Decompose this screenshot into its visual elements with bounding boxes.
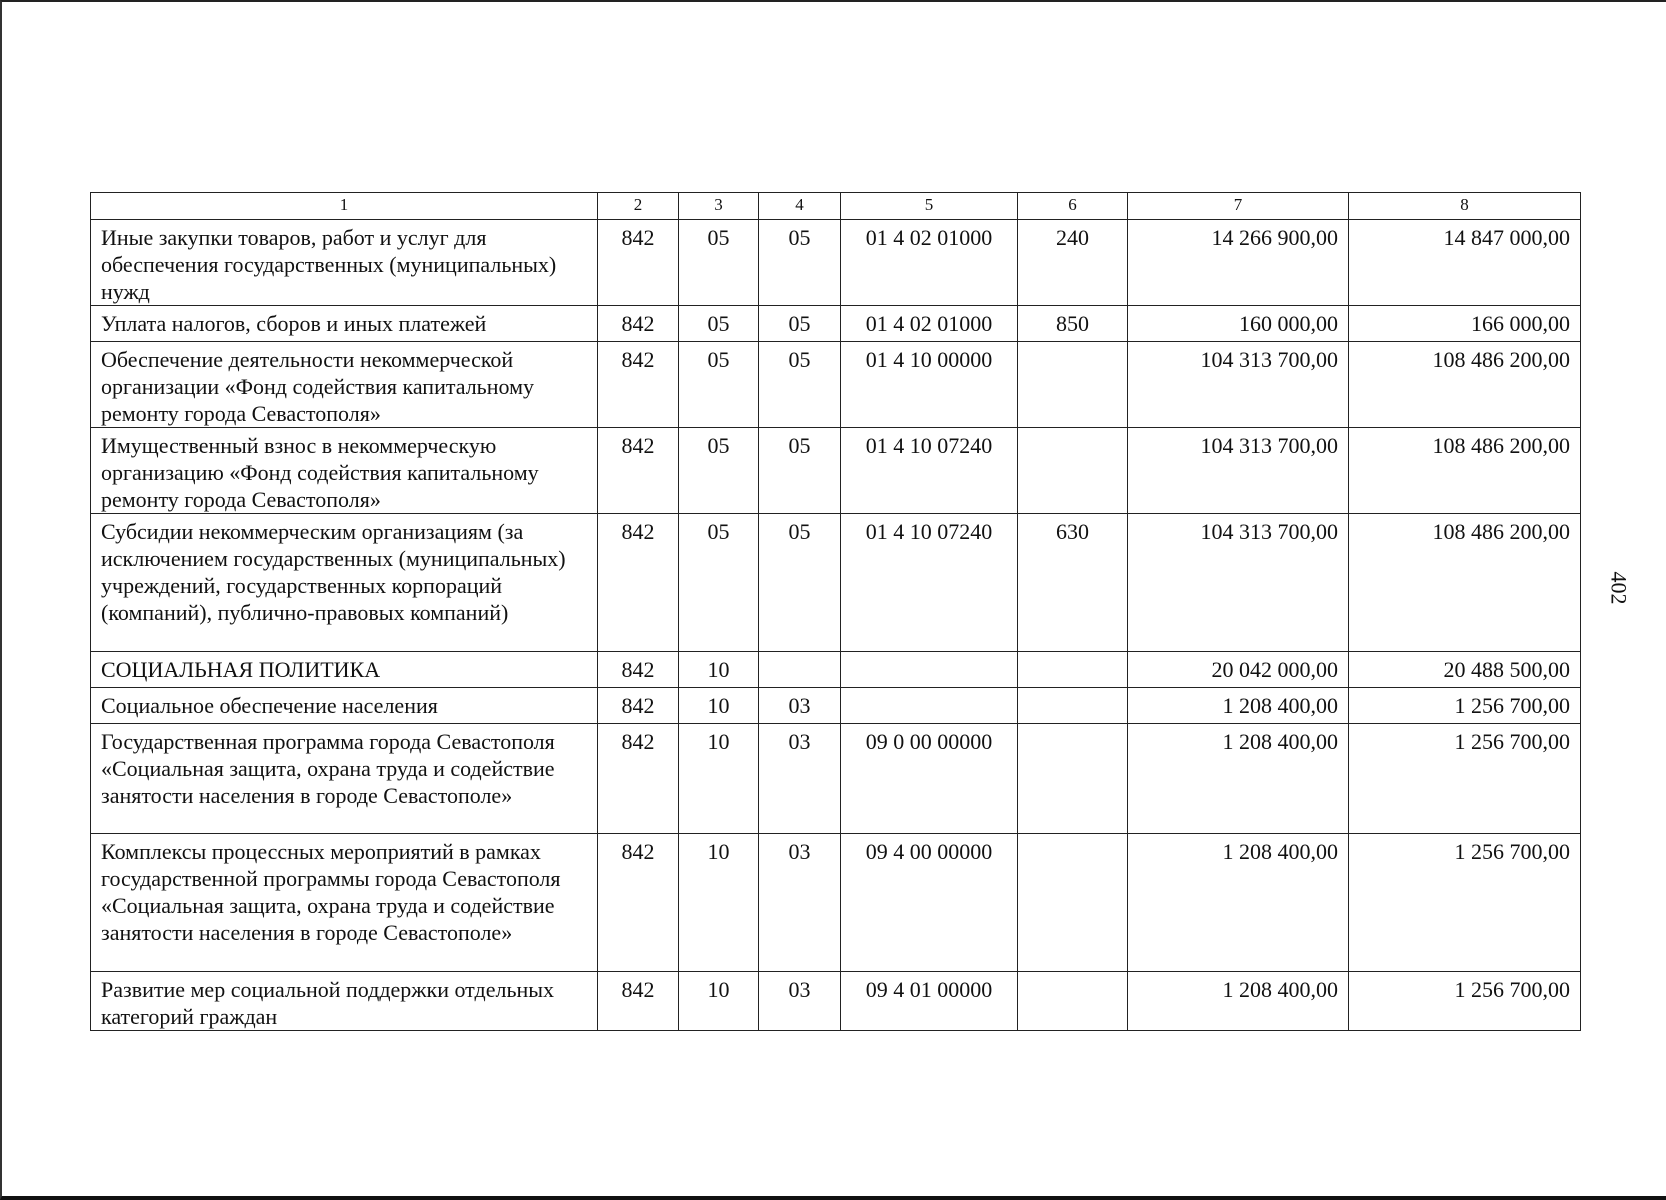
row-code-3: 10 [679, 652, 759, 688]
row-code-6 [1018, 724, 1128, 834]
column-header: 6 [1018, 193, 1128, 220]
row-code-5: 09 4 01 00000 [841, 972, 1018, 1031]
row-code-2: 842 [598, 342, 679, 428]
row-code-4: 05 [759, 306, 841, 342]
row-amount-7: 1 208 400,00 [1128, 834, 1349, 972]
row-code-4: 03 [759, 834, 841, 972]
row-code-6 [1018, 652, 1128, 688]
row-code-2: 842 [598, 220, 679, 306]
row-code-2: 842 [598, 306, 679, 342]
row-amount-8: 1 256 700,00 [1349, 688, 1581, 724]
table-row [91, 428, 1581, 514]
column-header: 3 [679, 193, 759, 220]
row-amount-7: 14 266 900,00 [1128, 220, 1349, 306]
row-amount-7: 1 208 400,00 [1128, 724, 1349, 834]
row-amount-7: 1 208 400,00 [1128, 972, 1349, 1031]
row-amount-7: 160 000,00 [1128, 306, 1349, 342]
row-code-4: 05 [759, 342, 841, 428]
row-code-5 [841, 652, 1018, 688]
table-header-row [91, 193, 1581, 220]
row-code-3: 10 [679, 724, 759, 834]
row-amount-8: 108 486 200,00 [1349, 428, 1581, 514]
row-name: Обеспечение деятельности некоммерческой организации «Фонд содействия капитальному ремонту города Севастополя» [91, 342, 598, 428]
row-amount-8: 166 000,00 [1349, 306, 1581, 342]
row-code-5: 01 4 02 01000 [841, 306, 1018, 342]
page-number: 402 [1606, 571, 1632, 605]
row-code-4: 05 [759, 514, 841, 652]
table-row [91, 652, 1581, 688]
row-amount-8: 108 486 200,00 [1349, 342, 1581, 428]
row-name: Развитие мер социальной поддержки отдельных категорий граждан [91, 972, 598, 1031]
row-code-5: 09 0 00 00000 [841, 724, 1018, 834]
column-header: 5 [841, 193, 1018, 220]
row-code-5: 09 4 00 00000 [841, 834, 1018, 972]
row-code-4 [759, 652, 841, 688]
table-row [91, 514, 1581, 652]
row-code-3: 10 [679, 688, 759, 724]
row-code-5 [841, 688, 1018, 724]
row-code-6 [1018, 428, 1128, 514]
column-header: 8 [1349, 193, 1581, 220]
row-name: Комплексы процессных мероприятий в рамках государственной программы города Севастополя «Социальная защита, охрана труда и содействие занятости населения в городе Севастополе» [91, 834, 598, 972]
row-amount-7: 1 208 400,00 [1128, 688, 1349, 724]
row-code-3: 05 [679, 428, 759, 514]
table-row [91, 834, 1581, 972]
table-row [91, 688, 1581, 724]
column-header: 7 [1128, 193, 1349, 220]
row-amount-7: 104 313 700,00 [1128, 514, 1349, 652]
row-code-5: 01 4 10 07240 [841, 514, 1018, 652]
row-amount-8: 1 256 700,00 [1349, 724, 1581, 834]
row-name: СОЦИАЛЬНАЯ ПОЛИТИКА [91, 652, 598, 688]
row-code-4: 05 [759, 220, 841, 306]
table-row [91, 306, 1581, 342]
row-code-3: 05 [679, 342, 759, 428]
row-code-3: 05 [679, 514, 759, 652]
row-code-4: 03 [759, 688, 841, 724]
column-header: 2 [598, 193, 679, 220]
row-code-5: 01 4 10 07240 [841, 428, 1018, 514]
row-code-4: 03 [759, 724, 841, 834]
row-code-5: 01 4 02 01000 [841, 220, 1018, 306]
row-code-4: 03 [759, 972, 841, 1031]
row-code-2: 842 [598, 834, 679, 972]
row-code-3: 10 [679, 972, 759, 1031]
row-code-2: 842 [598, 428, 679, 514]
table-row [91, 724, 1581, 834]
row-code-6: 850 [1018, 306, 1128, 342]
row-code-2: 842 [598, 514, 679, 652]
row-code-6 [1018, 688, 1128, 724]
row-amount-8: 1 256 700,00 [1349, 972, 1581, 1031]
table-row [91, 342, 1581, 428]
row-code-6 [1018, 972, 1128, 1031]
row-amount-8: 20 488 500,00 [1349, 652, 1581, 688]
row-name: Иные закупки товаров, работ и услуг для обеспечения государственных (муниципальных) нужд [91, 220, 598, 306]
row-code-6: 240 [1018, 220, 1128, 306]
table-row [91, 972, 1581, 1031]
row-amount-8: 1 256 700,00 [1349, 834, 1581, 972]
budget-table [90, 192, 1581, 1031]
row-amount-8: 14 847 000,00 [1349, 220, 1581, 306]
row-amount-7: 20 042 000,00 [1128, 652, 1349, 688]
row-code-6 [1018, 834, 1128, 972]
row-code-2: 842 [598, 652, 679, 688]
row-code-6 [1018, 342, 1128, 428]
row-name: Субсидии некоммерческим организациям (за исключением государственных (муниципальных) учреждений, государственных корпораций (компаний), публично-правовых компаний) [91, 514, 598, 652]
row-code-3: 05 [679, 220, 759, 306]
row-amount-7: 104 313 700,00 [1128, 342, 1349, 428]
row-name: Имущественный взнос в некоммерческую организацию «Фонд содействия капитальному ремонту города Севастополя» [91, 428, 598, 514]
row-code-2: 842 [598, 724, 679, 834]
table-row [91, 220, 1581, 306]
row-code-3: 10 [679, 834, 759, 972]
row-code-5: 01 4 10 00000 [841, 342, 1018, 428]
row-code-2: 842 [598, 972, 679, 1031]
column-header: 1 [91, 193, 598, 220]
column-header: 4 [759, 193, 841, 220]
row-name: Государственная программа города Севастополя «Социальная защита, охрана труда и содействие занятости населения в городе Севастополе» [91, 724, 598, 834]
row-amount-8: 108 486 200,00 [1349, 514, 1581, 652]
row-code-4: 05 [759, 428, 841, 514]
row-name: Уплата налогов, сборов и иных платежей [91, 306, 598, 342]
row-amount-7: 104 313 700,00 [1128, 428, 1349, 514]
row-name: Социальное обеспечение населения [91, 688, 598, 724]
row-code-3: 05 [679, 306, 759, 342]
row-code-2: 842 [598, 688, 679, 724]
row-code-6: 630 [1018, 514, 1128, 652]
